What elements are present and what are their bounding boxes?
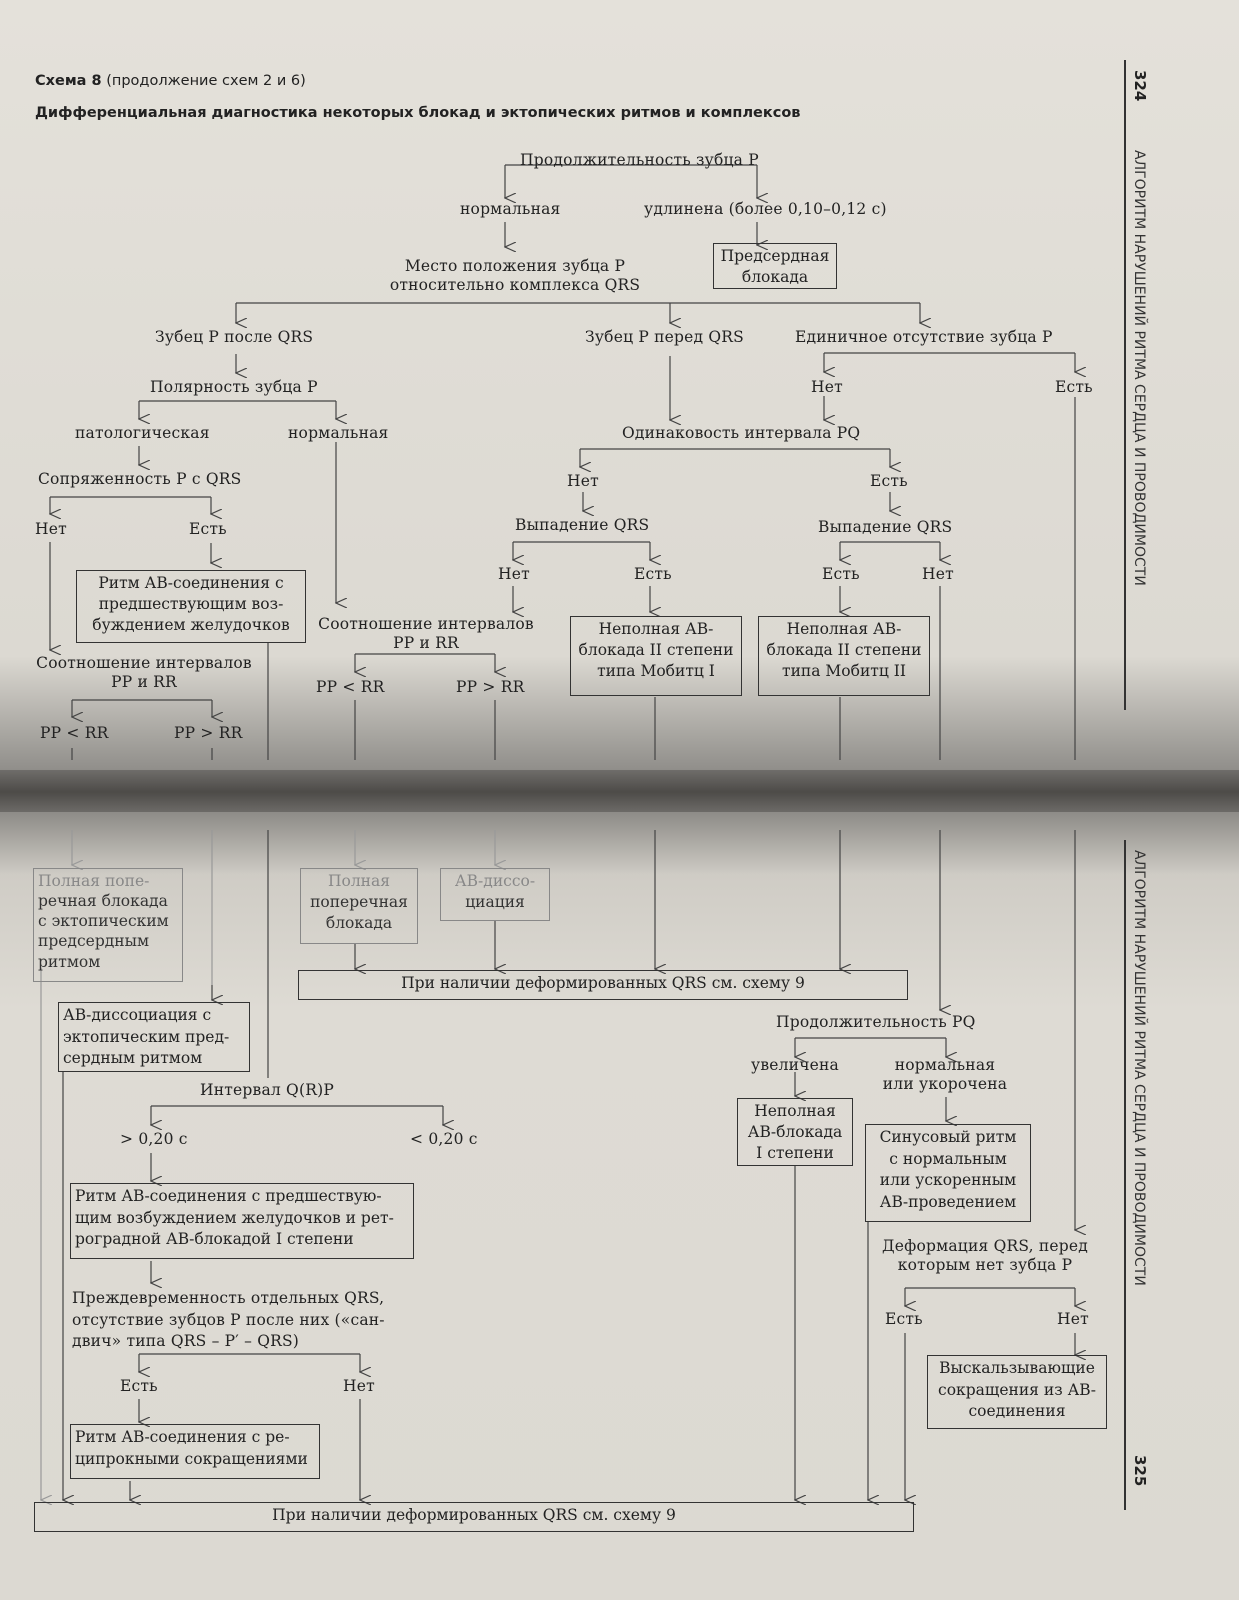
mobitz2-line3: типа Мобитц II <box>782 661 906 680</box>
deformed-qrs-box-2: При наличии деформированных QRS см. схему 9 <box>34 1502 914 1532</box>
ratio-mid-line2: PP и RR <box>393 634 459 653</box>
qrs-deform-line1: Деформация QRS, перед <box>881 1237 1089 1255</box>
polarity-normal-label: нормальная <box>288 424 389 442</box>
av-retro-line3: роградной АВ-блокадой I степени <box>75 1230 354 1249</box>
no-label-2: Нет <box>35 520 67 538</box>
full-block-ectopic-line1: Полная попе- <box>38 872 150 890</box>
escape-box <box>927 1355 1107 1429</box>
side-rule-top <box>1124 60 1126 710</box>
full-block-ectopic-line5: ритмом <box>38 952 101 971</box>
qrs-drop-label-2: Выпадение QRS <box>818 518 953 536</box>
av-retro-line1: Ритм АВ-соединения с предшествую- <box>75 1187 382 1205</box>
mobitz1-line1: Неполная АВ- <box>598 620 714 638</box>
pp-lt-rr-mid: PP < RR <box>316 678 385 696</box>
pq-normal-line2: или укорочена <box>882 1075 1008 1094</box>
reciprocal-box <box>70 1424 320 1479</box>
pq-equal-label: Одинаковость интервала PQ <box>622 424 861 442</box>
av-dissociation-box <box>440 868 550 921</box>
first-degree-line1: Неполная <box>754 1102 836 1120</box>
ratio-mid-line1: Соотношение интервалов <box>318 615 534 633</box>
ratio-left-line1: Соотношение интервалов <box>36 654 252 672</box>
scheme-label <box>35 73 306 89</box>
p-duration-label: Продолжительность зубца P <box>520 151 759 169</box>
running-title-top: АЛГОРИТМ НАРУШЕНИЙ РИТМА СЕРДЦА И ПРОВОДИМОСТИ <box>1131 150 1147 586</box>
full-block-line3: блокада <box>325 913 393 932</box>
full-block-ectopic-box <box>33 868 183 982</box>
gt-020-label: > 0,20 с <box>120 1130 188 1148</box>
deformed-qrs-box-1: При наличии деформированных QRS см. схему 9 <box>298 970 908 1000</box>
ratio-left-line2: PP и RR <box>111 673 177 692</box>
full-block-line2: поперечная <box>310 892 408 911</box>
pq-duration-label: Продолжительность PQ <box>776 1013 976 1031</box>
mobitz2-box <box>758 616 930 696</box>
qrs-deform-label <box>870 1237 1100 1276</box>
qrs-deform-line2: которым нет зубца P <box>897 1256 1073 1275</box>
yes-label-6: Есть <box>885 1310 923 1328</box>
yes-label-1: Есть <box>1055 378 1093 396</box>
ratio-mid-label <box>310 615 542 654</box>
first-degree-box <box>737 1098 853 1166</box>
full-block-ectopic-line4: предсердным <box>38 932 150 951</box>
no-label-5: Нет <box>922 565 954 583</box>
pq-normal-label <box>870 1056 1020 1095</box>
av-rhythm-line3: буждением желудочков <box>92 615 290 634</box>
escape-line3: соединения <box>968 1402 1066 1421</box>
no-label-6: Нет <box>1057 1310 1089 1328</box>
coupling-label: Сопряженность P с QRS <box>38 470 242 488</box>
full-block-ectopic-line2: речная блокада <box>38 892 168 911</box>
page-number-bottom: 325 <box>1131 1455 1149 1487</box>
pathological-label: патологическая <box>75 424 210 442</box>
av-dissociation-line1: АВ-диссо- <box>454 872 536 890</box>
av-dissoc-ectopic-box <box>58 1002 250 1072</box>
pp-lt-rr-left: PP < RR <box>40 724 109 742</box>
atrial-block-line2: блокада <box>741 267 809 286</box>
p-long-label: удлинена (более 0,10–0,12 с) <box>644 200 887 218</box>
premature-label <box>72 1288 385 1353</box>
pq-normal-line1: нормальная <box>894 1056 996 1074</box>
av-dissoc-ectopic-line1: АВ-диссоциация с <box>63 1006 212 1024</box>
qrp-interval-label: Интервал Q(R)P <box>200 1081 334 1099</box>
atrial-block-box <box>713 243 837 289</box>
page-number-top: 324 <box>1131 70 1149 102</box>
pp-gt-rr-mid: PP > RR <box>456 678 525 696</box>
ratio-left-label <box>28 654 260 693</box>
sinus-line1: Синусовый ритм <box>879 1128 1017 1146</box>
full-block-box <box>300 868 418 944</box>
yes-label-4: Есть <box>634 565 672 583</box>
av-rhythm-box <box>76 570 306 643</box>
no-label-4: Нет <box>498 565 530 583</box>
mobitz1-box <box>570 616 742 696</box>
p-position-line2: относительно комплекса QRS <box>389 276 641 295</box>
page-title: Дифференциальная диагностика некоторых блокад и эктопических ритмов и комплексов <box>35 105 801 121</box>
av-dissociation-line2: циация <box>465 892 525 911</box>
side-rule-bottom <box>1124 840 1126 1510</box>
yes-label-2: Есть <box>189 520 227 538</box>
full-block-line1: Полная <box>327 872 391 890</box>
premature-line2: отсутствие зубцов P после них («сан- <box>72 1310 385 1329</box>
premature-line1: Преждевременность отдельных QRS, <box>72 1289 385 1307</box>
av-dissoc-ectopic-line3: сердным ритмом <box>63 1049 203 1068</box>
first-degree-line2: АВ-блокада <box>747 1122 843 1141</box>
mobitz1-line2: блокада II степени <box>578 640 734 659</box>
av-retro-line2: щим возбуждением желудочков и рет- <box>75 1208 394 1227</box>
p-single-absent-label: Единичное отсутствие зубца P <box>795 328 1053 346</box>
mobitz2-line1: Неполная АВ- <box>786 620 902 638</box>
no-label-7: Нет <box>343 1377 375 1395</box>
mobitz1-line3: типа Мобитц I <box>597 661 715 680</box>
av-dissoc-ectopic-line2: эктопическим пред- <box>63 1027 230 1046</box>
sinus-box <box>865 1124 1031 1222</box>
pq-increased-label: увеличена <box>751 1056 839 1074</box>
escape-line1: Выскальзывающие <box>939 1359 1095 1377</box>
qrs-drop-label-1: Выпадение QRS <box>515 516 650 534</box>
no-label-3: Нет <box>567 472 599 490</box>
reciprocal-line2: ципрокными сокращениями <box>75 1449 308 1468</box>
premature-line3: двич» типа QRS – P′ – QRS) <box>72 1332 300 1351</box>
no-label-1: Нет <box>811 378 843 396</box>
running-title-bottom: АЛГОРИТМ НАРУШЕНИЙ РИТМА СЕРДЦА И ПРОВОДИМОСТИ <box>1131 850 1147 1286</box>
p-position-label <box>370 257 660 296</box>
sinus-line2: с нормальным <box>889 1149 1007 1168</box>
pp-gt-rr-left: PP > RR <box>174 724 243 742</box>
av-retro-box <box>70 1183 414 1259</box>
yes-label-3: Есть <box>870 472 908 490</box>
first-degree-line3: I степени <box>756 1143 834 1162</box>
av-rhythm-line1: Ритм АВ-соединения с <box>98 574 284 592</box>
av-rhythm-line2: предшествующим воз- <box>98 594 284 613</box>
atrial-block-line1: Предсердная <box>720 247 830 265</box>
escape-line2: сокращения из АВ- <box>938 1380 1096 1399</box>
scheme-note: (продолжение схем 2 и 6) <box>106 73 306 89</box>
p-position-line1: Место положения зубца P <box>404 257 626 275</box>
lt-020-label: < 0,20 с <box>410 1130 478 1148</box>
p-before-qrs-label: Зубец P перед QRS <box>585 328 744 346</box>
yes-label-7: Есть <box>120 1377 158 1395</box>
sinus-line4: АВ-проведением <box>879 1193 1017 1212</box>
scheme-number: Схема 8 <box>35 73 102 89</box>
yes-label-5: Есть <box>822 565 860 583</box>
full-block-ectopic-line3: с эктопическим <box>38 912 169 931</box>
p-normal-label: нормальная <box>460 200 561 218</box>
reciprocal-line1: Ритм АВ-соединения с ре- <box>75 1428 290 1446</box>
polarity-label: Полярность зубца P <box>150 378 318 396</box>
p-after-qrs-label: Зубец P после QRS <box>155 328 314 346</box>
sinus-line3: или ускоренным <box>879 1171 1017 1190</box>
mobitz2-line2: блокада II степени <box>766 640 922 659</box>
